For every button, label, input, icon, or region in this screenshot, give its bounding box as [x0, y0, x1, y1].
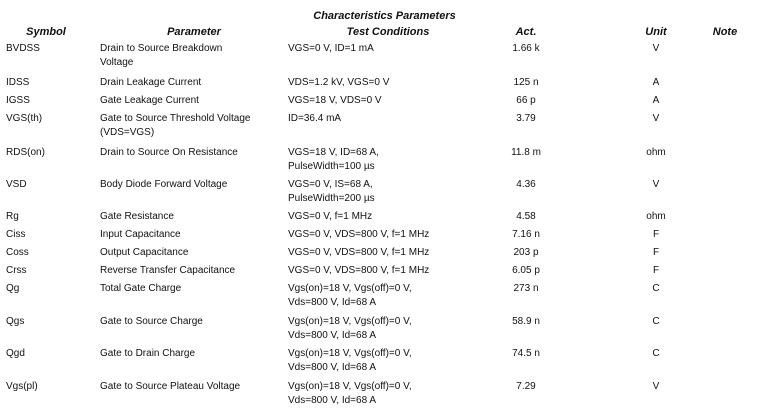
parameter-cell: [100, 282, 181, 296]
test-conditions-cell-line: VGS=18 V, VDS=0 V: [288, 95, 382, 106]
unit-cell: V: [652, 179, 660, 190]
test-conditions-cell-line: Vds=800 V, Id=68 A: [288, 362, 377, 373]
symbol-cell: Qg: [6, 283, 20, 294]
unit-cell: F: [652, 247, 660, 258]
test-conditions-cell-line: VGS=0 V, f=1 MHz: [288, 211, 373, 222]
unit-cell: C: [652, 348, 660, 359]
act-value-cell: 7.16 n: [512, 229, 540, 240]
test-conditions-cell-line: Vds=800 V, Id=68 A: [288, 395, 377, 406]
parameter-cell-line: Gate to Source Plateau Voltage: [100, 381, 241, 392]
parameter-cell-line: Drain to Source On Resistance: [100, 147, 238, 158]
parameter-cell: [100, 315, 203, 329]
test-conditions-cell: [288, 228, 429, 242]
symbol-cell: Coss: [6, 247, 29, 258]
parameter-cell-line: Gate to Drain Charge: [100, 348, 196, 359]
test-conditions-cell-line: ID=36.4 mA: [288, 113, 342, 124]
test-conditions-cell-line: Vgs(on)=18 V, Vgs(off)=0 V,: [288, 283, 412, 294]
unit-cell: F: [652, 229, 660, 240]
unit-cell: A: [652, 77, 660, 88]
header-unit: Unit: [645, 26, 667, 38]
act-value-cell: 11.8 m: [511, 147, 541, 158]
symbol-cell: Qgs: [6, 316, 25, 327]
unit-cell: V: [652, 381, 660, 392]
test-conditions-cell-line: VGS=18 V, ID=68 A,: [288, 147, 379, 158]
parameter-cell-line: Voltage: [100, 57, 134, 68]
parameter-cell-line: Total Gate Charge: [100, 283, 182, 294]
header-test-conditions: Test Conditions: [346, 26, 430, 38]
test-conditions-cell: [288, 315, 412, 343]
parameter-cell-line: Gate to Source Threshold Voltage: [100, 113, 251, 124]
test-conditions-cell: [288, 210, 372, 224]
test-conditions-cell: [288, 380, 412, 408]
symbol-cell: Ciss: [6, 229, 26, 240]
parameter-cell: [100, 228, 181, 242]
test-conditions-cell: [288, 178, 375, 206]
test-conditions-cell: [288, 347, 412, 375]
act-value-cell: 74.5 n: [512, 348, 540, 359]
parameter-cell-line: Drain Leakage Current: [100, 77, 202, 88]
act-value-cell: 66 p: [516, 95, 536, 106]
act-value-cell: 125 n: [513, 77, 539, 88]
parameter-cell-line: (VDS=VGS): [100, 127, 155, 138]
act-value-cell: 3.79: [516, 113, 536, 124]
parameter-cell-line: Gate to Source Charge: [100, 316, 203, 327]
test-conditions-cell-line: Vgs(on)=18 V, Vgs(off)=0 V,: [288, 381, 412, 392]
table-title: Characteristics Parameters: [313, 10, 456, 22]
act-value-cell: 6.05 p: [512, 265, 540, 276]
header-parameter: Parameter: [167, 26, 221, 38]
test-conditions-cell-line: Vgs(on)=18 V, Vgs(off)=0 V,: [288, 348, 412, 359]
symbol-cell: Vgs(pl): [6, 381, 38, 392]
unit-cell: ohm: [646, 147, 666, 158]
act-value-cell: 273 n: [513, 283, 539, 294]
unit-cell: F: [652, 265, 660, 276]
symbol-cell: VSD: [6, 179, 27, 190]
test-conditions-cell-line: PulseWidth=100 µs: [288, 161, 375, 172]
test-conditions-cell: [288, 246, 429, 260]
parameter-cell: [100, 76, 201, 90]
test-conditions-cell-line: VDS=1.2 kV, VGS=0 V: [288, 77, 390, 88]
parameter-cell-line: Body Diode Forward Voltage: [100, 179, 228, 190]
symbol-cell: Rg: [6, 211, 19, 222]
test-conditions-cell-line: VGS=0 V, VDS=800 V, f=1 MHz: [288, 229, 430, 240]
parameter-cell-line: Gate Resistance: [100, 211, 174, 222]
header-act: Act.: [515, 26, 537, 38]
parameter-cell: [100, 380, 240, 394]
test-conditions-cell-line: VGS=0 V, VDS=800 V, f=1 MHz: [288, 265, 430, 276]
parameter-cell: [100, 112, 250, 140]
act-value-cell: 7.29: [516, 381, 536, 392]
test-conditions-cell-line: PulseWidth=200 µs: [288, 193, 375, 204]
parameter-cell: [100, 347, 195, 361]
parameter-cell: [100, 264, 235, 278]
symbol-cell: RDS(on): [6, 147, 45, 158]
act-value-cell: 4.36: [516, 179, 536, 190]
act-value-cell: 1.66 k: [512, 43, 540, 54]
header-symbol: Symbol: [26, 26, 66, 38]
unit-cell: A: [652, 95, 660, 106]
test-conditions-cell: [288, 94, 382, 108]
symbol-cell: BVDSS: [6, 43, 40, 54]
parameter-cell: [100, 146, 238, 160]
test-conditions-cell-line: VGS=0 V, ID=1 mA: [288, 43, 374, 54]
parameter-cell-line: Input Capacitance: [100, 229, 181, 240]
test-conditions-cell-line: Vds=800 V, Id=68 A: [288, 330, 377, 341]
header-note: Note: [712, 26, 738, 38]
act-value-cell: 58.9 n: [512, 316, 540, 327]
act-value-cell: 203 p: [513, 247, 539, 258]
unit-cell: C: [652, 283, 660, 294]
test-conditions-cell: [288, 76, 389, 90]
parameter-cell: [100, 210, 174, 224]
unit-cell: V: [652, 113, 660, 124]
test-conditions-cell: [288, 112, 341, 126]
parameter-cell-line: Gate Leakage Current: [100, 95, 199, 106]
test-conditions-cell-line: Vds=800 V, Id=68 A: [288, 297, 377, 308]
symbol-cell: Qgd: [6, 348, 25, 359]
test-conditions-cell-line: VGS=0 V, IS=68 A,: [288, 179, 373, 190]
symbol-cell: IDSS: [6, 77, 30, 88]
symbol-cell: VGS(th): [6, 113, 43, 124]
parameter-cell-line: Reverse Transfer Capacitance: [100, 265, 236, 276]
test-conditions-cell: [288, 42, 374, 56]
parameter-cell-line: Drain to Source Breakdown: [100, 43, 223, 54]
parameter-cell-line: Output Capacitance: [100, 247, 189, 258]
symbol-cell: IGSS: [6, 95, 30, 106]
symbol-cell: Crss: [6, 265, 27, 276]
parameter-cell: [100, 94, 199, 108]
test-conditions-cell: [288, 146, 379, 174]
parameter-cell: [100, 42, 222, 70]
unit-cell: V: [652, 43, 660, 54]
parameter-cell: [100, 178, 227, 192]
test-conditions-cell-line: Vgs(on)=18 V, Vgs(off)=0 V,: [288, 316, 412, 327]
unit-cell: C: [652, 316, 660, 327]
test-conditions-cell-line: VGS=0 V, VDS=800 V, f=1 MHz: [288, 247, 430, 258]
act-value-cell: 4.58: [516, 211, 536, 222]
parameter-cell: [100, 246, 188, 260]
test-conditions-cell: [288, 282, 412, 310]
unit-cell: ohm: [646, 211, 666, 222]
test-conditions-cell: [288, 264, 429, 278]
